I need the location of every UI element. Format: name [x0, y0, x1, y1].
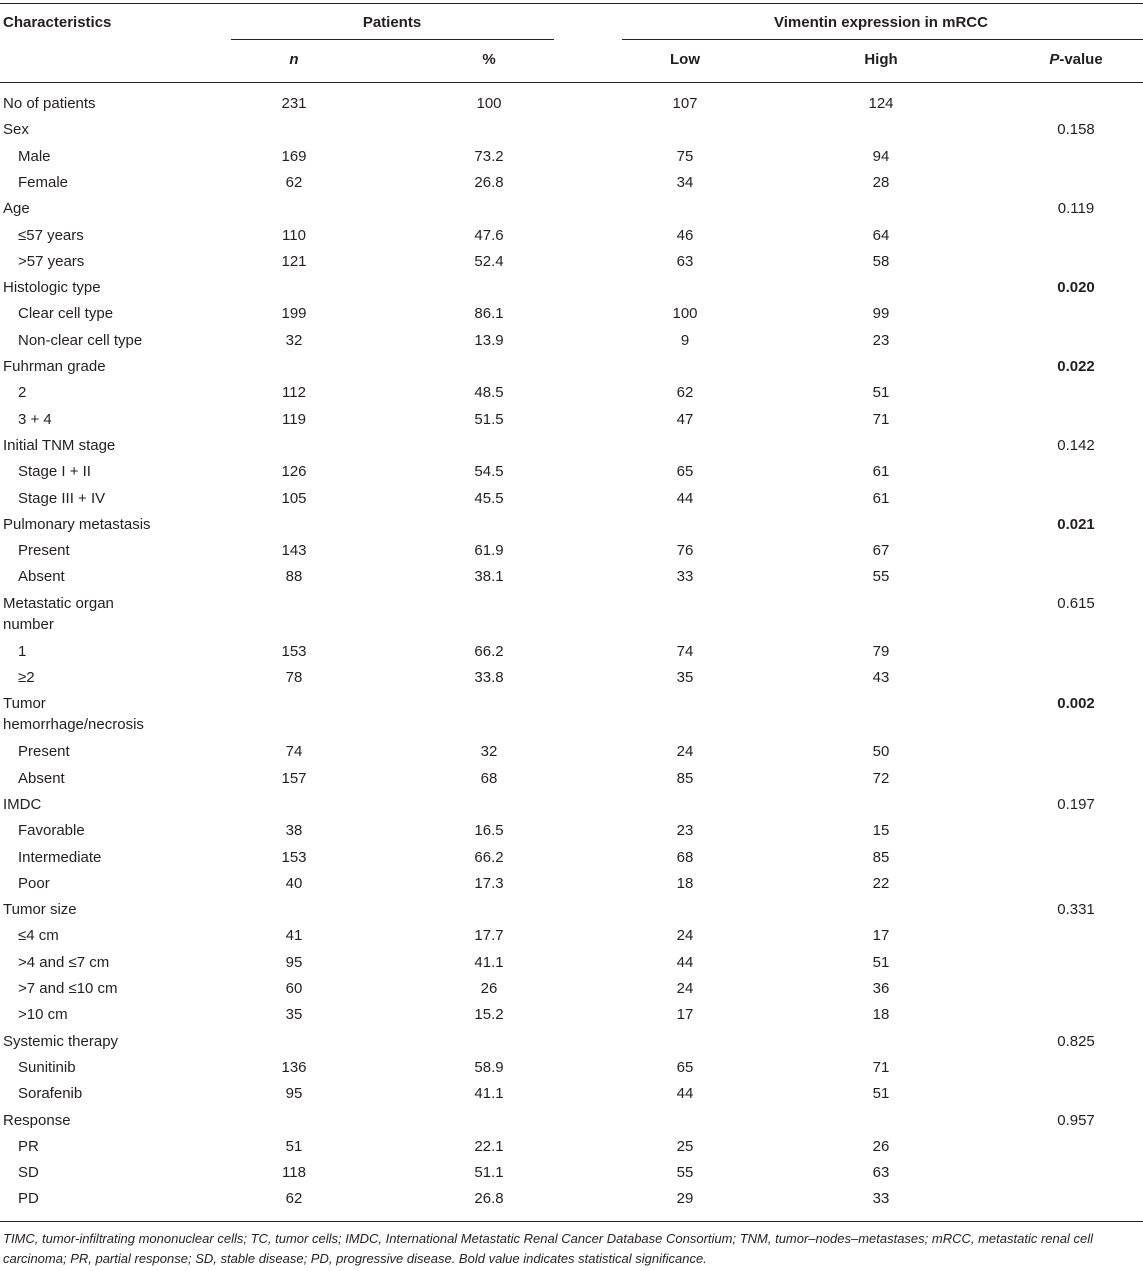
cell-n: 40 [285, 874, 303, 892]
header-low: Low [670, 51, 700, 68]
cell-p-value: 0.331 [1057, 901, 1095, 919]
cell-low: 24 [676, 980, 694, 997]
cell-high: 22 [872, 874, 890, 892]
cell-n: 62 [285, 1190, 303, 1208]
cell-percent: 47.6 [474, 226, 504, 244]
cell-n: 157 [281, 769, 307, 787]
cell-high: 63 [872, 1164, 890, 1182]
cell-n: 74 [285, 743, 303, 761]
cell-low: 34 [676, 173, 694, 191]
header-high: High [864, 51, 898, 68]
row-label: Age [3, 200, 30, 218]
cell-low: 24 [676, 743, 694, 761]
cell-low: 85 [676, 769, 694, 787]
row-sublabel: ≥2 [18, 669, 35, 686]
cell-n: 60 [285, 980, 303, 997]
row-label: Metastatic organ number [3, 594, 114, 633]
header-vimentin-expression: Vimentin expression in mRCC [774, 14, 988, 31]
cell-n: 38 [285, 822, 303, 840]
cell-percent: 26 [480, 980, 498, 997]
row-label: Sex [3, 121, 29, 139]
cell-high: 58 [872, 252, 890, 270]
cell-low: 17 [676, 1006, 694, 1024]
cell-percent: 41.1 [474, 953, 504, 971]
cell-low: 9 [680, 331, 690, 349]
header-percent: % [482, 51, 496, 68]
cell-percent: 32 [480, 743, 498, 761]
cell-low: 55 [676, 1164, 694, 1182]
cell-low: 44 [676, 489, 694, 507]
cell-percent: 17.3 [474, 874, 504, 892]
cell-n: 143 [281, 542, 307, 560]
cell-n: 119 [282, 410, 306, 428]
cell-high: 55 [872, 568, 890, 586]
row-sublabel: Female [18, 173, 69, 191]
cell-percent: 33.8 [474, 669, 504, 686]
row-sublabel: Stage III + IV [18, 489, 106, 507]
cell-high: 85 [872, 848, 890, 866]
cell-p-value: 0.021 [1057, 515, 1095, 533]
cell-percent: 22.1 [474, 1137, 504, 1155]
cell-n: 153 [281, 642, 307, 660]
cell-n: 136 [281, 1058, 307, 1076]
cell-low: 35 [676, 669, 694, 686]
cell-percent: 51.1 [474, 1164, 504, 1182]
cell-high: 51 [872, 1085, 890, 1103]
row-label: Histologic type [3, 279, 101, 297]
cell-p-value: 0.119 [1057, 200, 1095, 218]
cell-n: 62 [285, 173, 303, 191]
row-sublabel: Male [18, 147, 51, 165]
cell-high: 99 [872, 305, 890, 323]
cell-high: 26 [872, 1137, 890, 1155]
row-sublabel: >10 cm [18, 1006, 68, 1024]
cell-high: 28 [872, 173, 890, 191]
row-label: Fuhrman grade [3, 358, 106, 375]
cell-high: 51 [872, 953, 890, 971]
row-sublabel: >4 and ≤7 cm [18, 953, 110, 971]
row-sublabel: Present [18, 542, 70, 560]
cell-n: 51 [285, 1137, 303, 1155]
cell-high: 23 [872, 331, 890, 349]
cell-low: 18 [676, 874, 694, 892]
row-sublabel: Sorafenib [18, 1085, 83, 1103]
cell-high: 94 [872, 147, 890, 165]
cell-low: 100 [672, 305, 698, 323]
row-sublabel: Favorable [18, 822, 85, 840]
header-p-italic: P [1049, 51, 1060, 68]
cell-high: 61 [872, 489, 890, 507]
cell-low: 47 [676, 410, 694, 428]
cell-n: 95 [285, 1085, 303, 1103]
cell-high: 33 [872, 1190, 890, 1208]
cell-percent: 26.8 [474, 1190, 504, 1208]
cell-percent: 52.4 [474, 252, 504, 270]
cell-p-value: 0.158 [1057, 121, 1095, 139]
header-patients: Patients [362, 14, 422, 31]
cell-percent: 17.7 [474, 927, 504, 945]
cell-low: 68 [676, 848, 694, 866]
cell-p-value: 0.825 [1057, 1032, 1095, 1050]
cell-n: 78 [285, 669, 303, 686]
row-sublabel: 1 [18, 642, 27, 660]
cell-percent: 41.1 [474, 1085, 504, 1103]
cell-high: 36 [872, 980, 890, 997]
cell-percent: 54.5 [474, 463, 504, 481]
row-sublabel: Clear cell type [18, 305, 114, 323]
cell-high: 67 [872, 542, 890, 560]
cell-low: 65 [676, 1058, 694, 1076]
cell-n: 41 [285, 927, 303, 945]
row-sublabel: Absent [18, 769, 65, 787]
cell-percent: 86.1 [474, 305, 504, 323]
cell-percent: 15.2 [474, 1006, 504, 1024]
cell-n: 88 [285, 568, 303, 586]
cell-percent: 66.2 [474, 848, 504, 866]
row-sublabel: PR [18, 1137, 39, 1155]
cell-low: 24 [676, 927, 694, 945]
cell-n: 126 [281, 463, 307, 481]
cell-high: 72 [872, 769, 890, 787]
cell-low: 33 [676, 568, 694, 586]
cell-high: 43 [872, 669, 890, 686]
row-label: Tumor size [3, 901, 77, 919]
cell-high: 79 [872, 642, 890, 660]
cell-high: 71 [872, 1058, 890, 1076]
cell-high: 17 [872, 927, 890, 945]
table-footnote: TIMC, tumor-infiltrating mononuclear cells; TC, tumor cells; IMDC, International Metastatic Renal Cancer Database Consortium; TNM, tumor–nodes–metastases; mRCC, metastatic renal cell carcinoma; PR, partial response; SD, stable disease; PD, progressive disease. Bold value indicates statistical significance. [3, 1231, 1093, 1266]
cell-low: 63 [676, 252, 694, 270]
cell-low: 107 [672, 95, 698, 112]
row-sublabel: PD [18, 1190, 39, 1208]
cell-low: 23 [676, 822, 694, 840]
cell-low: 44 [676, 953, 694, 971]
cell-low: 29 [676, 1190, 694, 1208]
cell-n: 118 [282, 1164, 306, 1182]
cell-low: 75 [676, 147, 694, 165]
cell-p-value: 0.142 [1057, 436, 1095, 454]
cell-high: 51 [872, 384, 890, 402]
cell-high: 71 [872, 410, 890, 428]
cell-n: 199 [281, 305, 307, 323]
cell-percent: 45.5 [474, 489, 504, 507]
row-label: IMDC [3, 795, 42, 813]
cell-high: 15 [872, 822, 890, 840]
cell-percent: 68 [480, 769, 498, 787]
cell-percent: 48.5 [474, 384, 504, 402]
row-label: Pulmonary metastasis [3, 515, 151, 533]
cell-low: 74 [676, 642, 694, 660]
cell-percent: 26.8 [474, 173, 504, 191]
cell-n: 35 [285, 1006, 303, 1024]
cell-low: 25 [676, 1137, 694, 1155]
row-label: No of patients [3, 95, 96, 112]
cell-n: 153 [281, 848, 307, 866]
cell-n: 112 [282, 384, 306, 402]
row-sublabel: >57 years [18, 252, 85, 270]
cell-high: 50 [872, 743, 890, 761]
row-label: Tumor hemorrhage/necrosis [3, 695, 144, 734]
cell-high: 18 [872, 1006, 890, 1024]
cell-percent: 51.5 [474, 410, 504, 428]
row-sublabel: Absent [18, 568, 65, 586]
row-sublabel: Stage I + II [18, 463, 91, 481]
cell-percent: 100 [476, 95, 502, 112]
row-sublabel: SD [18, 1164, 39, 1182]
row-sublabel: Non-clear cell type [18, 331, 143, 349]
cell-n: 231 [281, 95, 307, 112]
cell-low: 62 [676, 384, 694, 402]
cell-high: 61 [872, 463, 890, 481]
cell-p-value: 0.022 [1057, 358, 1095, 375]
cell-high: 64 [872, 226, 890, 244]
cell-percent: 38.1 [474, 568, 504, 586]
row-sublabel: 2 [18, 384, 27, 402]
row-label: Initial TNM stage [3, 436, 116, 454]
row-sublabel: Intermediate [18, 848, 102, 866]
cell-p-value: 0.957 [1057, 1111, 1095, 1129]
cell-p-value: 0.197 [1057, 795, 1095, 813]
cell-n: 105 [281, 489, 307, 507]
row-sublabel: >7 and ≤10 cm [18, 980, 118, 997]
cell-percent: 66.2 [474, 642, 504, 660]
row-sublabel: ≤57 years [18, 226, 84, 244]
header-p-rest: -value [1059, 51, 1103, 68]
cell-high: 124 [868, 95, 894, 112]
header-n-text: n [289, 51, 299, 68]
cell-percent: 16.5 [474, 822, 504, 840]
cell-percent: 58.9 [474, 1058, 504, 1076]
cell-n: 169 [281, 147, 307, 165]
cell-p-value: 0.002 [1057, 695, 1095, 713]
cell-low: 44 [676, 1085, 694, 1103]
cell-percent: 13.9 [474, 331, 504, 349]
cell-n: 110 [282, 226, 306, 244]
cell-n: 32 [285, 331, 303, 349]
row-label: Systemic therapy [3, 1032, 119, 1050]
cell-n: 121 [281, 252, 307, 270]
cell-p-value: 0.615 [1057, 594, 1095, 612]
cell-percent: 73.2 [474, 147, 504, 165]
cell-n: 95 [285, 953, 303, 971]
cell-low: 46 [676, 226, 694, 244]
row-sublabel: Present [18, 743, 70, 761]
row-sublabel: Poor [18, 874, 50, 892]
row-sublabel: 3 + 4 [18, 410, 52, 428]
cell-low: 76 [676, 542, 694, 560]
cell-low: 65 [676, 463, 694, 481]
cell-p-value: 0.020 [1057, 279, 1095, 297]
cell-percent: 61.9 [474, 542, 504, 560]
row-sublabel: ≤4 cm [18, 927, 59, 945]
row-label: Response [3, 1111, 71, 1129]
row-sublabel: Sunitinib [18, 1058, 76, 1076]
header-characteristics: Characteristics [3, 14, 112, 31]
